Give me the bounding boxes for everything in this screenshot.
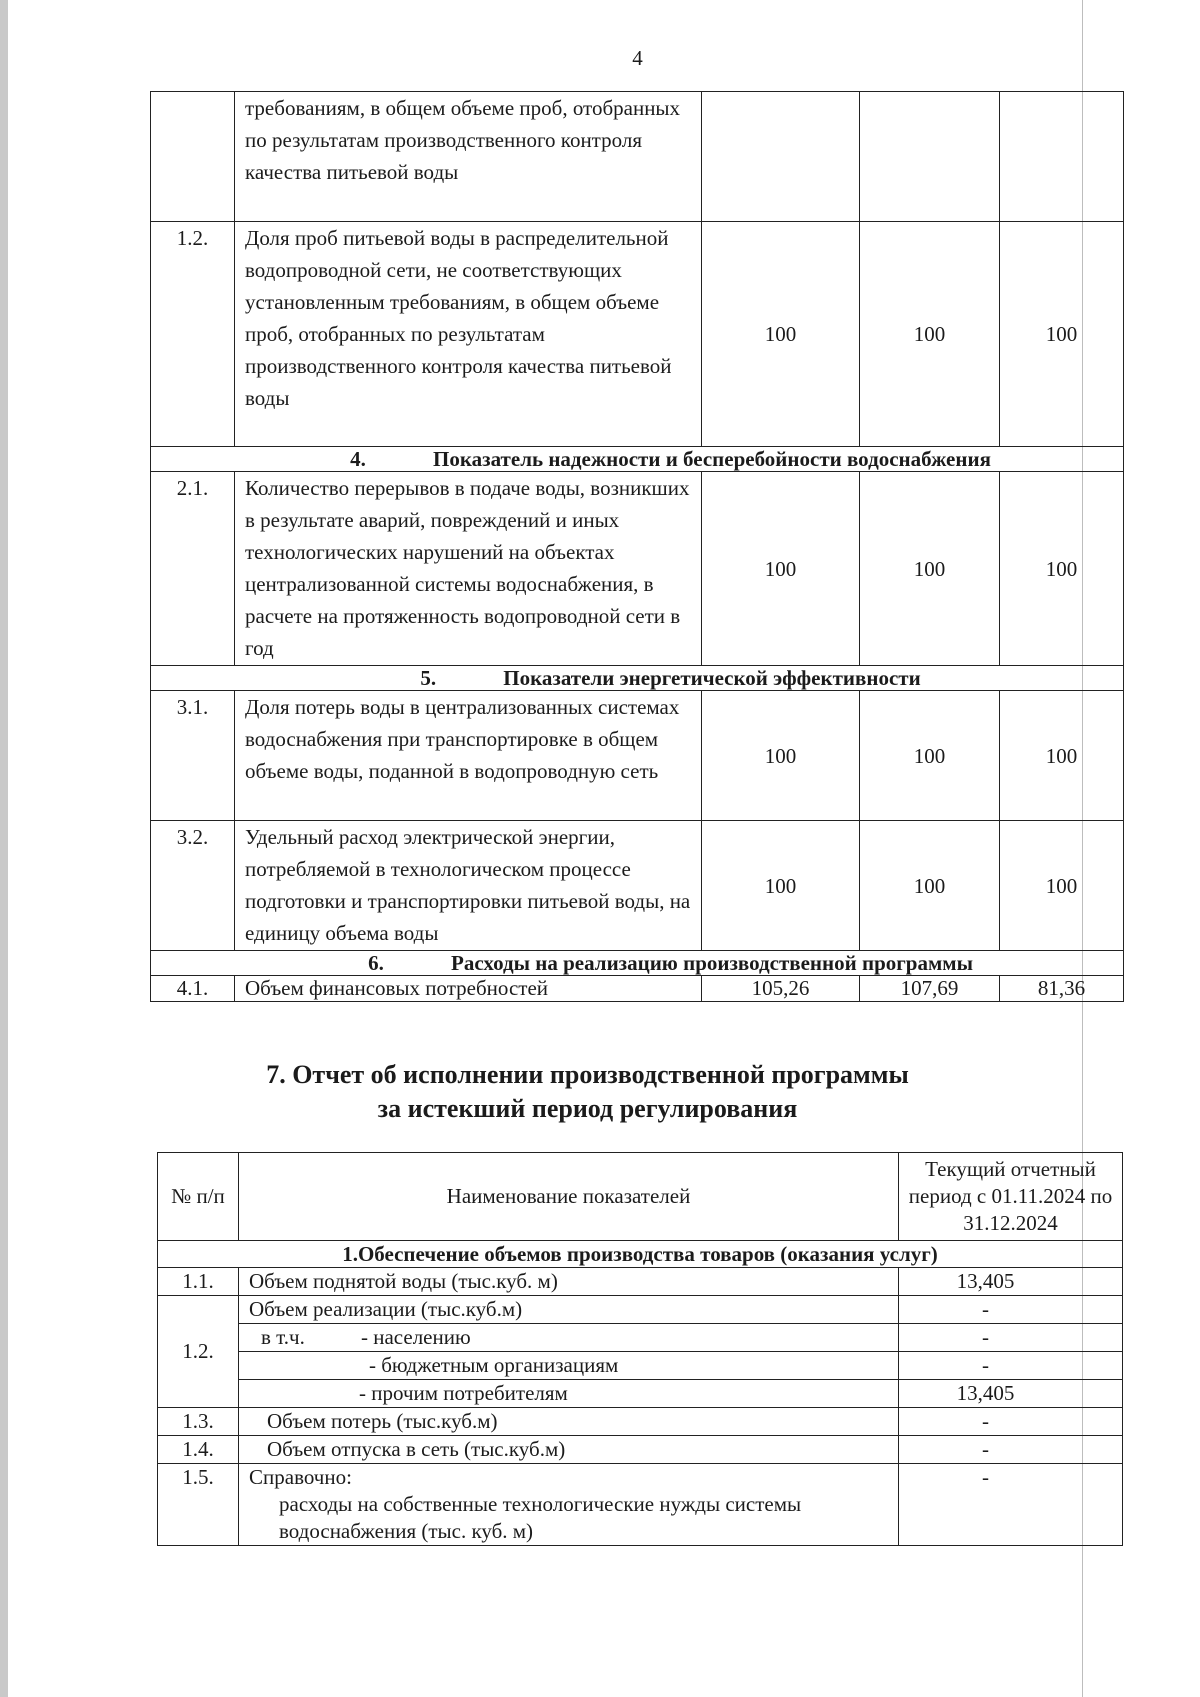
value-cell: 13,405 [899, 1380, 1123, 1408]
section-heading: 4. Показатель надежности и бесперебойности водоснабжения [151, 447, 1124, 472]
row-number: 3.1. [151, 691, 235, 821]
value-cell: 100 [1000, 472, 1124, 666]
value-cell: 81,36 [1000, 976, 1124, 1002]
value-cell: - [899, 1436, 1123, 1464]
table-row [151, 222, 1124, 447]
row-number: 1.2. [158, 1296, 239, 1408]
value-cell: 105,26 [702, 976, 860, 1002]
indicator-name: Объем отпуска в сеть (тыс.куб.м) [239, 1436, 899, 1464]
report-table [157, 1152, 1123, 1546]
table-row [158, 1380, 1123, 1408]
report-heading-line2: за истекший период регулирования [377, 1094, 798, 1123]
report-heading [0, 1058, 1175, 1126]
table-row [158, 1296, 1123, 1324]
value-cell: 100 [860, 222, 1000, 447]
value-cell: 100 [702, 472, 860, 666]
section-heading: 1.Обеспечение объемов производства товаров (оказания услуг) [158, 1241, 1123, 1268]
value-cell: 100 [702, 691, 860, 821]
table-row [151, 92, 1124, 222]
value-cell: - [899, 1464, 1123, 1546]
indicator-name: Объем реализации (тыс.куб.м) [239, 1296, 899, 1324]
value-cell: 107,69 [860, 976, 1000, 1002]
row-number: 1.3. [158, 1408, 239, 1436]
section-row [151, 666, 1124, 691]
column-header-number: № п/п [158, 1153, 239, 1241]
value-cell: 100 [1000, 691, 1124, 821]
value-cell: 100 [702, 821, 860, 951]
value-cell: 100 [860, 691, 1000, 821]
report-heading-line1: 7. Отчет об исполнении производственной программы [266, 1060, 909, 1089]
value-cell: - [899, 1352, 1123, 1380]
indicator-name: Объем потерь (тыс.куб.м) [239, 1408, 899, 1436]
row-number: 4.1. [151, 976, 235, 1002]
indicator-text: Доля проб питьевой воды в распределительной водопроводной сети, не соответствующих установленным требованиям, в общем объеме проб, отобранных по результатам производственного контроля качества питьевой воды [235, 222, 702, 447]
indicator-text: Доля потерь воды в централизованных системах водоснабжения при транспортировке в общем объеме воды, поданной в водопроводную сеть [235, 691, 702, 821]
table-row [158, 1268, 1123, 1296]
indicators-table [150, 91, 1124, 1002]
table-row [158, 1352, 1123, 1380]
value-cell: - [899, 1324, 1123, 1352]
row-number: 1.2. [151, 222, 235, 447]
scan-edge-left [0, 0, 8, 1697]
value-cell: 100 [1000, 222, 1124, 447]
indicator-name: - бюджетным организациям [239, 1352, 899, 1380]
value-cell: 13,405 [899, 1268, 1123, 1296]
value-cell: - [899, 1408, 1123, 1436]
row-number: 1.4. [158, 1436, 239, 1464]
row-number: 1.1. [158, 1268, 239, 1296]
value-cell: 100 [1000, 821, 1124, 951]
row-number: 1.5. [158, 1464, 239, 1546]
note-label: Справочно: [249, 1465, 352, 1489]
header-row [158, 1153, 1123, 1241]
table-row [151, 821, 1124, 951]
page-number: 4 [632, 46, 643, 70]
indicator-name [239, 1464, 899, 1546]
sub-prefix: в т.ч. [261, 1325, 305, 1349]
row-number [151, 92, 235, 222]
indicator-name: - прочим потребителям [239, 1380, 899, 1408]
table-row [151, 976, 1124, 1002]
indicator-text: требованиям, в общем объеме проб, отобранных по результатам производственного контроля качества питьевой воды [235, 92, 702, 222]
value-cell: 100 [702, 222, 860, 447]
value-cell [1000, 92, 1124, 222]
value-cell: 100 [860, 472, 1000, 666]
section-row [151, 951, 1124, 976]
note-text: расходы на собственные технологические нужды системы водоснабжения (тыс. куб. м) [279, 1492, 802, 1543]
table-row [158, 1464, 1123, 1546]
table-row [158, 1408, 1123, 1436]
table-row [151, 691, 1124, 821]
table-row [158, 1324, 1123, 1352]
column-header-name: Наименование показателей [239, 1153, 899, 1241]
row-number: 2.1. [151, 472, 235, 666]
section-row [158, 1241, 1123, 1268]
value-cell [860, 92, 1000, 222]
section-heading: 5. Показатели энергетической эффективности [151, 666, 1124, 691]
table-row [158, 1436, 1123, 1464]
indicator-name: в т.ч. - населению [239, 1324, 899, 1352]
section-row [151, 447, 1124, 472]
value-cell [702, 92, 860, 222]
column-header-period: Текущий отчетный период с 01.11.2024 по 31.12.2024 [899, 1153, 1123, 1241]
indicator-text: Объем финансовых потребностей [235, 976, 702, 1002]
value-cell: - [899, 1296, 1123, 1324]
indicator-name: Объем поднятой воды (тыс.куб. м) [239, 1268, 899, 1296]
row-number: 3.2. [151, 821, 235, 951]
value-cell: 100 [860, 821, 1000, 951]
indicator-text: Количество перерывов в подаче воды, возникших в результате аварий, повреждений и иных технологических нарушений на объектах централизованной системы водоснабжения, в расчете на протяженность водопроводной сети в год [235, 472, 702, 666]
table-row [151, 472, 1124, 666]
section-heading: 6. Расходы на реализацию производственной программы [151, 951, 1124, 976]
indicator-text: Удельный расход электрической энергии, потребляемой в технологическом процессе подготовки и транспортировки питьевой воды, на единицу объема воды [235, 821, 702, 951]
